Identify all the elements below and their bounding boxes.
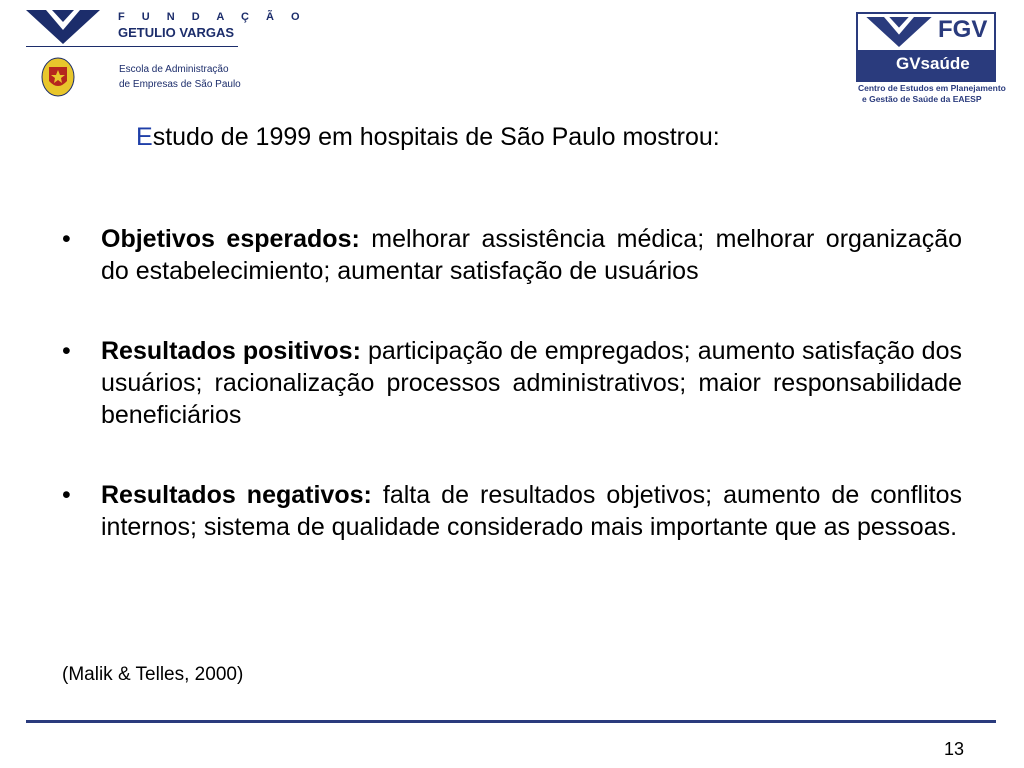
bullet-text: melhorar assistência médica; melhorar organização do estabelecimiento; aumentar satisfação de usuários — [101, 225, 963, 285]
header-divider — [26, 46, 238, 47]
gvsaude-logo-box — [856, 12, 996, 82]
fgv-header — [26, 8, 307, 102]
citation: (Malik & Telles, 2000) — [62, 664, 244, 685]
bullet-item — [62, 223, 962, 287]
bullet-marker: • — [62, 337, 71, 365]
page-number: 13 — [944, 739, 965, 759]
gvsaude-caption-line1: Centro de Estudos em Planejamento — [858, 83, 1006, 93]
org-name-line1: F U N D A Ç Ã O — [118, 11, 307, 23]
title-text: studo de 1999 em hospitais de São Paulo mostrou: — [152, 123, 720, 151]
bullet-list — [62, 223, 962, 591]
slide-title — [136, 123, 720, 152]
bullet-item — [62, 335, 962, 431]
school-crest-icon — [41, 57, 75, 97]
gvsaude-caption-line2: e Gestão de Saúde da EAESP — [862, 94, 982, 104]
gvsaude-logo-top — [858, 14, 994, 50]
bullet-label: Objetivos esperados: — [101, 225, 360, 253]
bullet-text: falta de resultados objetivos; aumento de conflitos internos; sistema de qualidade considerado mais importante que as pessoas. — [101, 481, 962, 541]
school-name-line1: Escola de Administração — [119, 64, 229, 75]
org-name-line2: GETULIO VARGAS — [118, 25, 235, 40]
bullet-marker: • — [62, 481, 71, 509]
gvsaude-brand: FGV — [938, 16, 988, 43]
gvsaude-sub-brand: GVsaúde — [896, 54, 970, 73]
bullet-text: participação de empregados; aumento satisfação dos usuários; racionalização processos administrativos; maior responsabilidade beneficiários — [101, 337, 962, 429]
bullet-label: Resultados positivos: — [101, 337, 361, 365]
title-first-letter: E — [136, 123, 153, 151]
fgv-logo-icon — [26, 10, 100, 44]
bullet-marker: • — [62, 225, 71, 253]
fgv-mark-icon — [864, 17, 934, 47]
bullet-item — [62, 479, 962, 543]
gvsaude-logo — [856, 12, 1006, 104]
bullet-label: Resultados negativos: — [101, 481, 372, 509]
gvsaude-band — [858, 50, 994, 80]
footer-divider — [26, 720, 996, 723]
school-name-line2: de Empresas de São Paulo — [119, 79, 241, 90]
